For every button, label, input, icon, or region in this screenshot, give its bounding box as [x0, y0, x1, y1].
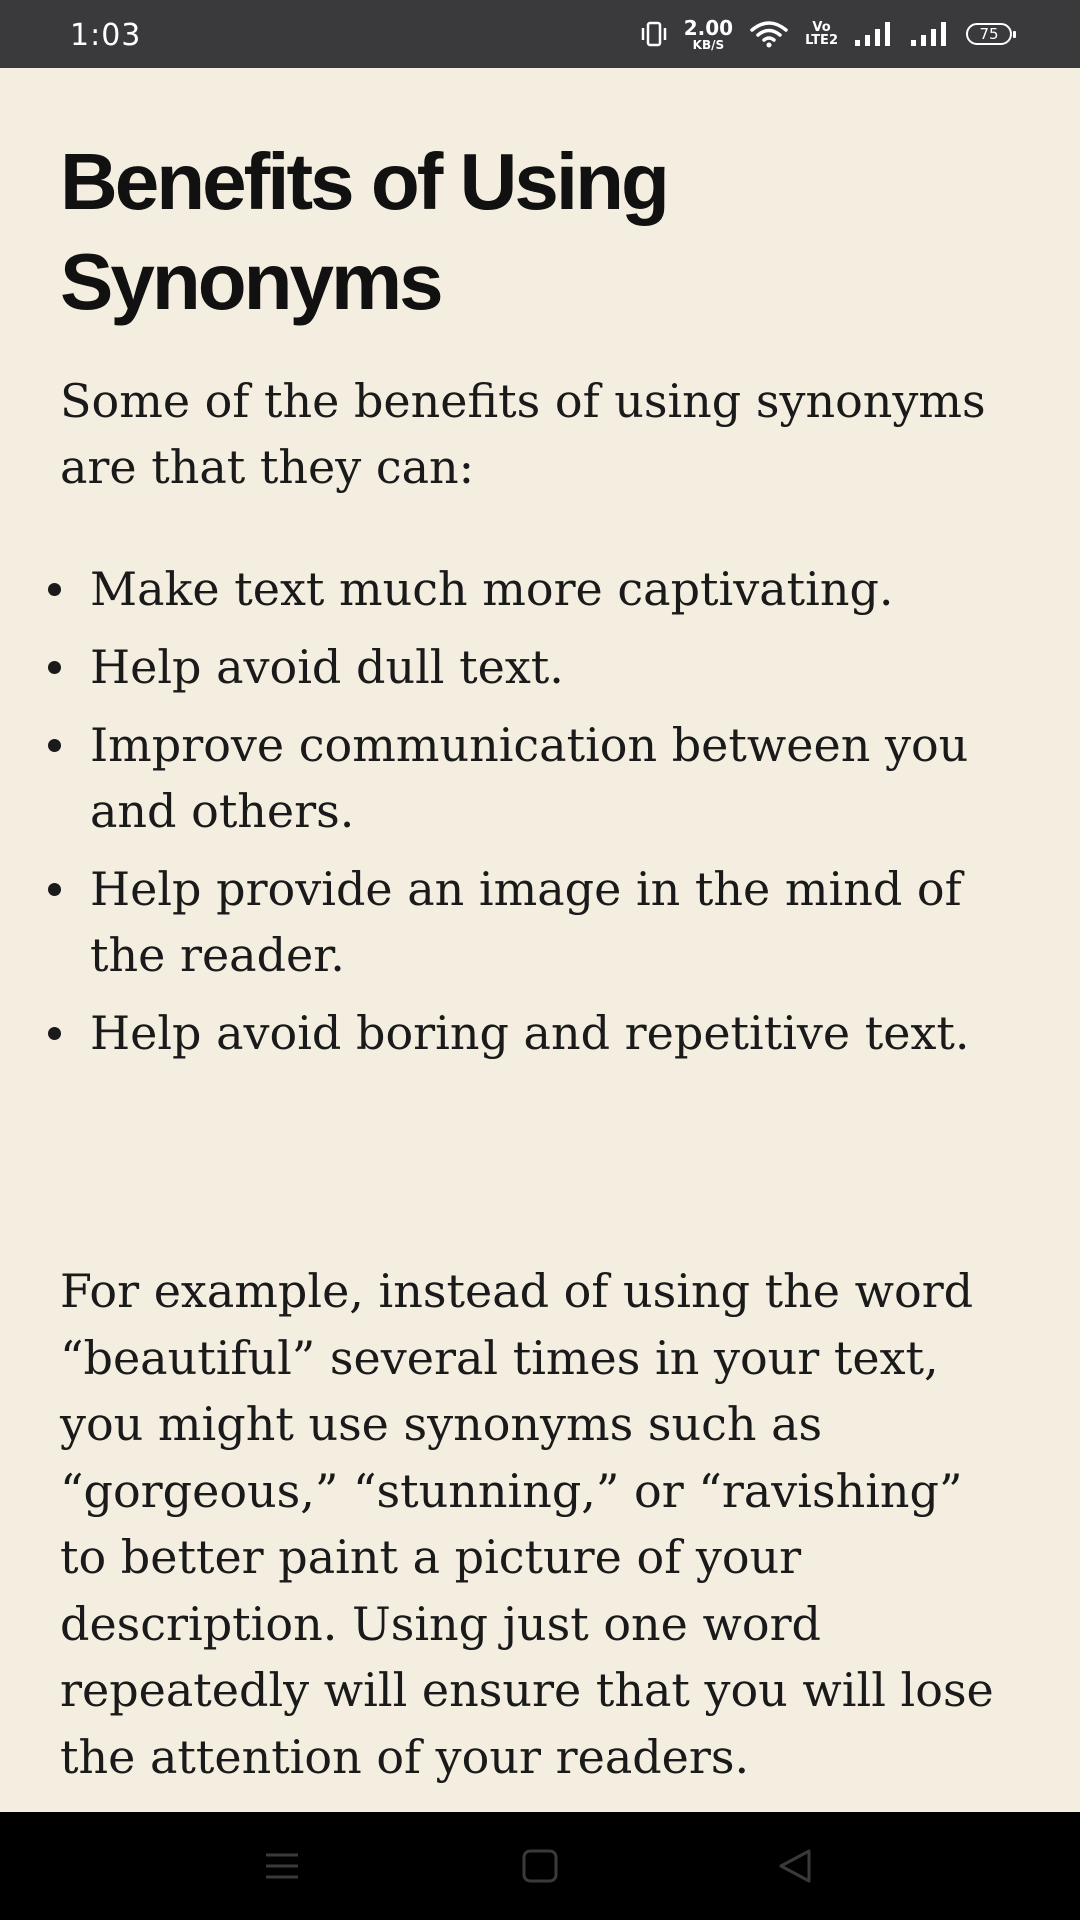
list-item: [0, 856, 1080, 988]
list-item: [0, 634, 1080, 700]
back-icon[interactable]: [776, 1846, 816, 1891]
bullet-icon: [48, 739, 61, 752]
list-item-text: Help avoid boring and repetitive text.: [90, 1006, 970, 1060]
article-content[interactable]: [0, 68, 1080, 1812]
network-speed-value: 2.00: [683, 15, 734, 40]
volte-top: Vo: [812, 20, 831, 35]
list-item-text: Help provide an image in the mind of the reader.: [90, 862, 962, 982]
bullet-icon: [48, 1027, 61, 1040]
signal-icon-sim2: [910, 21, 950, 47]
volte-icon: [805, 21, 838, 47]
network-speed-unit: KB/S: [692, 37, 725, 52]
battery-level: 75: [979, 25, 999, 43]
article-title: Benefits of Using Synonyms: [60, 137, 667, 326]
list-item: [0, 712, 1080, 844]
vibrate-icon: [640, 21, 668, 47]
signal-icon-sim1: [854, 21, 894, 47]
list-item-text: Help avoid dull text.: [90, 640, 564, 694]
network-speed: [683, 15, 734, 52]
menu-icon[interactable]: [262, 1846, 302, 1891]
status-bar: [0, 0, 1080, 68]
status-icons: [640, 16, 1012, 52]
list-item: [0, 556, 1080, 622]
home-icon[interactable]: [520, 1846, 560, 1891]
volte-bottom: LTE2: [805, 33, 838, 48]
list-item-text: Make text much more captivating.: [90, 562, 894, 616]
example-paragraph: For example, instead of using the word “beautiful” several times in your text, you might use synonyms such as “gorgeous,” “stunning,” or “ravishing” to better paint a picture of your description. Using just one word repeatedly will ensure that you will lose the attention of your readers.: [60, 1264, 994, 1784]
benefits-list: [0, 556, 1080, 1078]
status-time: 1:03: [70, 18, 142, 53]
list-item: [0, 1000, 1080, 1066]
navigation-bar: [0, 1812, 1080, 1920]
bullet-icon: [48, 883, 61, 896]
intro-paragraph: Some of the benefits of using synonyms are that they can:: [60, 374, 986, 494]
battery-icon: [966, 23, 1012, 45]
bullet-icon: [48, 583, 61, 596]
bullet-icon: [48, 661, 61, 674]
wifi-icon: [749, 20, 789, 48]
list-item-text: Improve communication between you and others.: [90, 718, 969, 838]
